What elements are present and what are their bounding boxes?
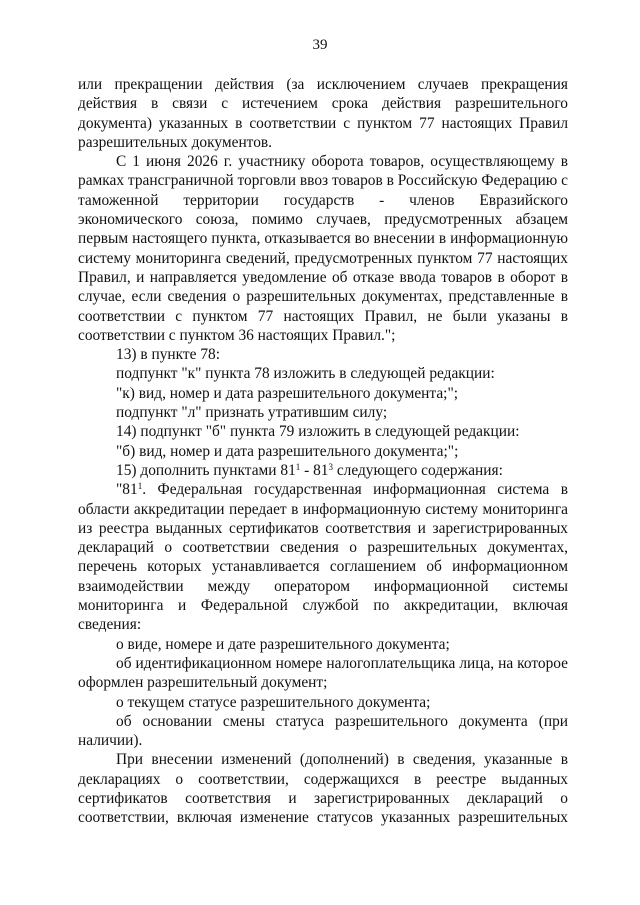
page-number: 39 [312,37,328,53]
paragraph-10-text-a: "81 [116,481,138,499]
paragraph-14: об основании смены статуса разрешительного документа (при наличии). [78,712,568,750]
paragraph-6: подпункт "л" признать утратившим силу; [116,404,388,422]
paragraph-9-text-b: - 81 [300,461,329,479]
paragraph-5: "к) вид, номер и дата разрешительного документа;"; [116,384,458,402]
paragraph-10 [78,480,568,634]
paragraph-1: или прекращении действия (за исключением случаев прекращения действия в связи с истечением срока действия разрешительного документа) указанных в соответствии с пунктом 77 настоящих Правил разрешительных документов. [78,76,568,151]
superscript: 3 [328,461,333,472]
paragraph-15: При внесении изменений (дополнений) в сведения, указанные в декларациях о соответствии, содержащихся в реестре выданных сертификатов соответствия и зарегистрированных деклараций о соответствии, включая изменение статусов указанных разрешительных [78,751,568,827]
paragraph-4: подпункт "к" пункта 78 изложить в следующей редакции: [116,365,495,383]
superscript: 1 [137,481,143,492]
document-body [78,75,568,828]
paragraph-8: "б) вид, номер и дата разрешительного документа;"; [116,442,459,460]
paragraph-7: 14) подпункт "б" пункта 79 изложить в следующей редакции: [116,423,520,441]
paragraph-10-text-b: . Федеральная государственная информационная система в области аккредитации передает в информационную систему мониторинга из реестра выданных сертификатов соответствия и зарегистрированных деклараций о соответствии сведения о разрешительных документах, перечень которых устанавливается соглашением об информационном взаимодействии между оператором информационной системы мониторинга и Федеральной службой по аккредитации, включая сведения: [78,481,568,634]
paragraph-13: о текущем статусе разрешительного документа; [116,693,431,711]
paragraph-2: С 1 июня 2026 г. участнику оборота товаров, осуществляющему в рамках трансграничной торговли ввоз товаров в Российскую Федерацию с таможенной территории государств - членов Евразийского экономического союза, помимо случаев, предусмотренных абзацем первым настоящего пункта, отказывается во внесении в информационную систему мониторинга сведений, предусмотренных пунктом 77 настоящих Правил, и направляется уведомление об отказе ввода товаров в оборот в случае, если сведения о разрешительных документах, представленные в соответствии с пунктом 77 настоящих Правил, не были указаны в соответствии с пунктом 36 настоящих Правил."; [78,153,568,344]
paragraph-11: о виде, номере и дате разрешительного документа; [116,635,450,653]
superscript: 1 [295,461,301,472]
paragraph-9-text-c: следующего содержания: [332,461,503,479]
paragraph-3: 13) в пункте 78: [116,346,220,364]
paragraph-12: об идентификационном номере налогоплательщика лица, на которое оформлен разрешительный документ; [78,654,568,692]
paragraph-9-text-a: 15) дополнить пунктами 81 [116,461,296,479]
paragraph-9 [78,461,568,480]
